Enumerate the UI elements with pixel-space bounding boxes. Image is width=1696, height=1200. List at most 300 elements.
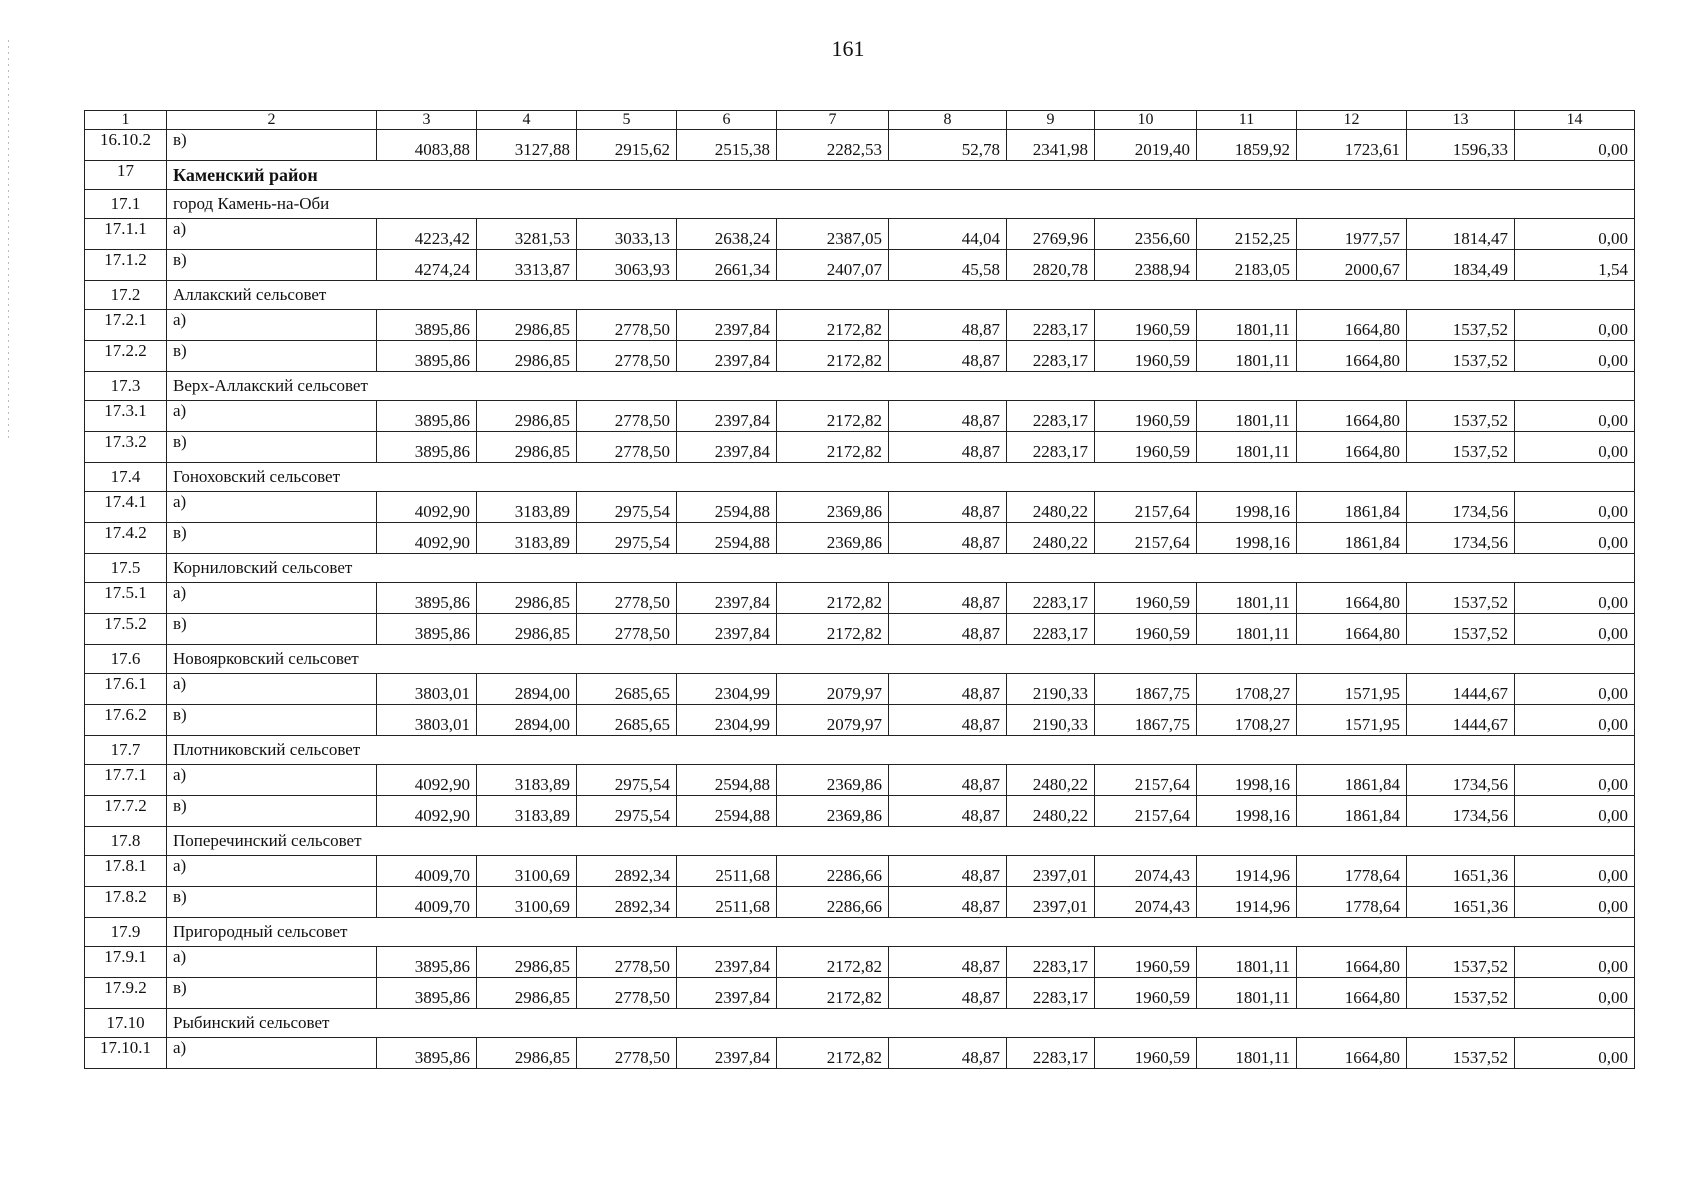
value-cell: 2283,17: [1007, 401, 1095, 432]
row-code: 17.5.2: [85, 614, 167, 645]
value-cell: 1834,49: [1407, 250, 1515, 281]
row-label: в): [167, 887, 377, 918]
value-cell: 2661,34: [677, 250, 777, 281]
value-cell: 1960,59: [1095, 978, 1197, 1009]
value-cell: 3183,89: [477, 492, 577, 523]
value-cell: 2778,50: [577, 583, 677, 614]
value-cell: 2778,50: [577, 341, 677, 372]
value-cell: 4092,90: [377, 523, 477, 554]
settlement-heading-row: [85, 554, 1635, 583]
value-cell: 2397,01: [1007, 887, 1095, 918]
value-cell: 2356,60: [1095, 219, 1197, 250]
value-cell: 2397,01: [1007, 856, 1095, 887]
table-row: [85, 978, 1635, 1009]
value-cell: 1861,84: [1297, 765, 1407, 796]
table-row: [85, 401, 1635, 432]
value-cell: 2079,97: [777, 705, 889, 736]
value-cell: 3895,86: [377, 1038, 477, 1069]
table-row: [85, 130, 1635, 161]
settlement-title: Рыбинский сельсовет: [167, 1009, 1635, 1038]
value-cell: 1651,36: [1407, 856, 1515, 887]
value-cell: 2820,78: [1007, 250, 1095, 281]
value-cell: 45,58: [889, 250, 1007, 281]
value-cell: 1960,59: [1095, 310, 1197, 341]
row-label: а): [167, 856, 377, 887]
value-cell: 3281,53: [477, 219, 577, 250]
value-cell: 1778,64: [1297, 856, 1407, 887]
value-cell: 3313,87: [477, 250, 577, 281]
value-cell: 2986,85: [477, 310, 577, 341]
settlement-heading-row: [85, 827, 1635, 856]
value-cell: 1778,64: [1297, 887, 1407, 918]
value-cell: 2283,17: [1007, 978, 1095, 1009]
value-cell: 2685,65: [577, 674, 677, 705]
value-cell: 2480,22: [1007, 765, 1095, 796]
column-header: 13: [1407, 111, 1515, 130]
row-label: в): [167, 978, 377, 1009]
table-row: [85, 492, 1635, 523]
column-header: 12: [1297, 111, 1407, 130]
row-label: а): [167, 583, 377, 614]
table-row: [85, 583, 1635, 614]
table-row: [85, 219, 1635, 250]
value-cell: 48,87: [889, 887, 1007, 918]
column-header: 10: [1095, 111, 1197, 130]
value-cell: 1801,11: [1197, 583, 1297, 614]
value-cell: 1537,52: [1407, 614, 1515, 645]
column-header: 3: [377, 111, 477, 130]
table-row: [85, 250, 1635, 281]
value-cell: 0,00: [1515, 219, 1635, 250]
value-cell: 0,00: [1515, 583, 1635, 614]
value-cell: 1801,11: [1197, 614, 1297, 645]
value-cell: 3063,93: [577, 250, 677, 281]
value-cell: 3895,86: [377, 341, 477, 372]
value-cell: 2283,17: [1007, 614, 1095, 645]
value-cell: 2769,96: [1007, 219, 1095, 250]
value-cell: 2397,84: [677, 432, 777, 463]
value-cell: 2778,50: [577, 401, 677, 432]
value-cell: 3803,01: [377, 705, 477, 736]
row-label: а): [167, 947, 377, 978]
value-cell: 1861,84: [1297, 796, 1407, 827]
value-cell: 1801,11: [1197, 310, 1297, 341]
value-cell: 2387,05: [777, 219, 889, 250]
settlement-heading-row: [85, 190, 1635, 219]
value-cell: 2397,84: [677, 614, 777, 645]
value-cell: 1664,80: [1297, 341, 1407, 372]
value-cell: 3033,13: [577, 219, 677, 250]
value-cell: 1960,59: [1095, 1038, 1197, 1069]
page-number: 161: [831, 36, 865, 61]
value-cell: 2986,85: [477, 583, 577, 614]
value-cell: 4009,70: [377, 887, 477, 918]
value-cell: 2369,86: [777, 765, 889, 796]
row-code: 17.4.1: [85, 492, 167, 523]
table-row: [85, 341, 1635, 372]
value-cell: 1571,95: [1297, 705, 1407, 736]
value-cell: 2511,68: [677, 887, 777, 918]
row-label: а): [167, 219, 377, 250]
settlement-title: Аллакский сельсовет: [167, 281, 1635, 310]
value-cell: 3183,89: [477, 796, 577, 827]
value-cell: 2594,88: [677, 796, 777, 827]
value-cell: 1960,59: [1095, 614, 1197, 645]
value-cell: 2480,22: [1007, 523, 1095, 554]
value-cell: 2397,84: [677, 1038, 777, 1069]
value-cell: 48,87: [889, 947, 1007, 978]
value-cell: 2283,17: [1007, 432, 1095, 463]
column-header: 7: [777, 111, 889, 130]
value-cell: 3127,88: [477, 130, 577, 161]
section-code: 17.3: [85, 372, 167, 401]
value-cell: 2397,84: [677, 341, 777, 372]
row-label: а): [167, 492, 377, 523]
value-cell: 2304,99: [677, 674, 777, 705]
value-cell: 2397,84: [677, 583, 777, 614]
value-cell: 2172,82: [777, 401, 889, 432]
row-label: а): [167, 1038, 377, 1069]
tariff-table: [84, 110, 1635, 1069]
section-code: 17.9: [85, 918, 167, 947]
table-row: [85, 887, 1635, 918]
row-code: 17.6.2: [85, 705, 167, 736]
settlement-heading-row: [85, 736, 1635, 765]
value-cell: 1,54: [1515, 250, 1635, 281]
value-cell: 2778,50: [577, 432, 677, 463]
row-code: 17.10.1: [85, 1038, 167, 1069]
value-cell: 1998,16: [1197, 523, 1297, 554]
row-code: 17.3.2: [85, 432, 167, 463]
value-cell: 48,87: [889, 765, 1007, 796]
table-row: [85, 614, 1635, 645]
value-cell: 1867,75: [1095, 705, 1197, 736]
value-cell: 1664,80: [1297, 978, 1407, 1009]
value-cell: 1801,11: [1197, 947, 1297, 978]
settlement-heading-row: [85, 463, 1635, 492]
value-cell: 4083,88: [377, 130, 477, 161]
value-cell: 0,00: [1515, 947, 1635, 978]
column-header: 6: [677, 111, 777, 130]
value-cell: 2594,88: [677, 492, 777, 523]
value-cell: 48,87: [889, 856, 1007, 887]
settlement-heading-row: [85, 1009, 1635, 1038]
value-cell: 0,00: [1515, 401, 1635, 432]
value-cell: 2172,82: [777, 310, 889, 341]
value-cell: 48,87: [889, 492, 1007, 523]
settlement-heading-row: [85, 918, 1635, 947]
district-title: Каменский район: [167, 161, 1635, 190]
value-cell: 1444,67: [1407, 705, 1515, 736]
row-code: 17.5.1: [85, 583, 167, 614]
value-cell: 1664,80: [1297, 583, 1407, 614]
row-label: а): [167, 401, 377, 432]
value-cell: 1859,92: [1197, 130, 1297, 161]
value-cell: 1814,47: [1407, 219, 1515, 250]
column-header: 9: [1007, 111, 1095, 130]
row-code: 17.9.2: [85, 978, 167, 1009]
value-cell: 1960,59: [1095, 583, 1197, 614]
value-cell: 48,87: [889, 614, 1007, 645]
value-cell: 2283,17: [1007, 947, 1095, 978]
value-cell: 0,00: [1515, 614, 1635, 645]
value-cell: 3895,86: [377, 310, 477, 341]
value-cell: 2286,66: [777, 887, 889, 918]
value-cell: 2986,85: [477, 432, 577, 463]
value-cell: 4274,24: [377, 250, 477, 281]
value-cell: 2190,33: [1007, 705, 1095, 736]
value-cell: 2172,82: [777, 432, 889, 463]
value-cell: 2892,34: [577, 856, 677, 887]
value-cell: 2986,85: [477, 978, 577, 1009]
value-cell: 0,00: [1515, 1038, 1635, 1069]
column-header: 2: [167, 111, 377, 130]
table-row: [85, 947, 1635, 978]
row-code: 16.10.2: [85, 130, 167, 161]
value-cell: 48,87: [889, 705, 1007, 736]
value-cell: 0,00: [1515, 887, 1635, 918]
value-cell: 1960,59: [1095, 432, 1197, 463]
value-cell: 3803,01: [377, 674, 477, 705]
table-row: [85, 765, 1635, 796]
value-cell: 2407,07: [777, 250, 889, 281]
value-cell: 1651,36: [1407, 887, 1515, 918]
value-cell: 44,04: [889, 219, 1007, 250]
value-cell: 4092,90: [377, 765, 477, 796]
settlement-title: Корниловский сельсовет: [167, 554, 1635, 583]
district-heading-row: [85, 161, 1635, 190]
value-cell: 2282,53: [777, 130, 889, 161]
value-cell: 1537,52: [1407, 432, 1515, 463]
value-cell: 1960,59: [1095, 401, 1197, 432]
row-label: в): [167, 130, 377, 161]
row-label: в): [167, 341, 377, 372]
section-code: 17.2: [85, 281, 167, 310]
value-cell: 0,00: [1515, 432, 1635, 463]
row-label: в): [167, 705, 377, 736]
value-cell: 48,87: [889, 796, 1007, 827]
value-cell: 1861,84: [1297, 523, 1407, 554]
section-code: 17.1: [85, 190, 167, 219]
value-cell: 2304,99: [677, 705, 777, 736]
section-code: 17.7: [85, 736, 167, 765]
row-code: 17.1.1: [85, 219, 167, 250]
settlement-title: город Камень-на-Оби: [167, 190, 1635, 219]
value-cell: 3100,69: [477, 887, 577, 918]
settlement-heading-row: [85, 281, 1635, 310]
value-cell: 2986,85: [477, 401, 577, 432]
column-header: 11: [1197, 111, 1297, 130]
value-cell: 3895,86: [377, 978, 477, 1009]
column-header: 8: [889, 111, 1007, 130]
settlement-title: Новоярковский сельсовет: [167, 645, 1635, 674]
value-cell: 2157,64: [1095, 796, 1197, 827]
value-cell: 3895,86: [377, 401, 477, 432]
value-cell: 1537,52: [1407, 401, 1515, 432]
value-cell: 2157,64: [1095, 765, 1197, 796]
value-cell: 48,87: [889, 523, 1007, 554]
column-header: 1: [85, 111, 167, 130]
section-code: 17.6: [85, 645, 167, 674]
row-code: 17.7.2: [85, 796, 167, 827]
value-cell: 1998,16: [1197, 492, 1297, 523]
value-cell: 2975,54: [577, 796, 677, 827]
value-cell: 2515,38: [677, 130, 777, 161]
value-cell: 2183,05: [1197, 250, 1297, 281]
table-row: [85, 856, 1635, 887]
value-cell: 2079,97: [777, 674, 889, 705]
value-cell: 2685,65: [577, 705, 677, 736]
table-row: [85, 432, 1635, 463]
value-cell: 2074,43: [1095, 856, 1197, 887]
value-cell: 0,00: [1515, 674, 1635, 705]
value-cell: 2397,84: [677, 978, 777, 1009]
value-cell: 2369,86: [777, 523, 889, 554]
value-cell: 1537,52: [1407, 1038, 1515, 1069]
value-cell: 0,00: [1515, 523, 1635, 554]
row-code: 17.6.1: [85, 674, 167, 705]
value-cell: 52,78: [889, 130, 1007, 161]
value-cell: 48,87: [889, 341, 1007, 372]
settlement-title: Плотниковский сельсовет: [167, 736, 1635, 765]
section-code: 17.4: [85, 463, 167, 492]
value-cell: 0,00: [1515, 130, 1635, 161]
value-cell: 3100,69: [477, 856, 577, 887]
value-cell: 2172,82: [777, 341, 889, 372]
value-cell: 0,00: [1515, 796, 1635, 827]
section-code: 17.8: [85, 827, 167, 856]
value-cell: 2594,88: [677, 765, 777, 796]
value-cell: 1914,96: [1197, 856, 1297, 887]
value-cell: 2286,66: [777, 856, 889, 887]
value-cell: 4092,90: [377, 492, 477, 523]
row-label: а): [167, 765, 377, 796]
value-cell: 1723,61: [1297, 130, 1407, 161]
value-cell: 1998,16: [1197, 796, 1297, 827]
value-cell: 1960,59: [1095, 947, 1197, 978]
value-cell: 1664,80: [1297, 1038, 1407, 1069]
value-cell: 1867,75: [1095, 674, 1197, 705]
value-cell: 1537,52: [1407, 583, 1515, 614]
value-cell: 2019,40: [1095, 130, 1197, 161]
value-cell: 1914,96: [1197, 887, 1297, 918]
row-label: а): [167, 674, 377, 705]
value-cell: 0,00: [1515, 856, 1635, 887]
table-row: [85, 796, 1635, 827]
value-cell: 2511,68: [677, 856, 777, 887]
value-cell: 1801,11: [1197, 401, 1297, 432]
value-cell: 3895,86: [377, 614, 477, 645]
value-cell: 1664,80: [1297, 401, 1407, 432]
value-cell: 2074,43: [1095, 887, 1197, 918]
row-label: в): [167, 614, 377, 645]
value-cell: 2157,64: [1095, 492, 1197, 523]
value-cell: 2915,62: [577, 130, 677, 161]
value-cell: 2638,24: [677, 219, 777, 250]
value-cell: 1861,84: [1297, 492, 1407, 523]
value-cell: 1960,59: [1095, 341, 1197, 372]
value-cell: 2894,00: [477, 674, 577, 705]
value-cell: 0,00: [1515, 341, 1635, 372]
row-label: в): [167, 250, 377, 281]
value-cell: 2172,82: [777, 614, 889, 645]
value-cell: 48,87: [889, 674, 1007, 705]
value-cell: 2975,54: [577, 523, 677, 554]
value-cell: 4223,42: [377, 219, 477, 250]
settlement-title: Поперечинский сельсовет: [167, 827, 1635, 856]
value-cell: 2778,50: [577, 947, 677, 978]
row-label: в): [167, 796, 377, 827]
row-code: 17.8.2: [85, 887, 167, 918]
value-cell: 1537,52: [1407, 310, 1515, 341]
value-cell: 0,00: [1515, 492, 1635, 523]
value-cell: 1734,56: [1407, 523, 1515, 554]
value-cell: 2283,17: [1007, 583, 1095, 614]
value-cell: 1801,11: [1197, 432, 1297, 463]
value-cell: 1801,11: [1197, 341, 1297, 372]
row-code: 17.4.2: [85, 523, 167, 554]
value-cell: 2369,86: [777, 492, 889, 523]
value-cell: 1537,52: [1407, 947, 1515, 978]
value-cell: 1734,56: [1407, 765, 1515, 796]
value-cell: 48,87: [889, 978, 1007, 1009]
value-cell: 2975,54: [577, 765, 677, 796]
value-cell: 48,87: [889, 1038, 1007, 1069]
value-cell: 1664,80: [1297, 432, 1407, 463]
value-cell: 1708,27: [1197, 705, 1297, 736]
value-cell: 2283,17: [1007, 1038, 1095, 1069]
value-cell: 1537,52: [1407, 978, 1515, 1009]
value-cell: 1537,52: [1407, 341, 1515, 372]
value-cell: 2190,33: [1007, 674, 1095, 705]
section-code: 17.10: [85, 1009, 167, 1038]
value-cell: 2388,94: [1095, 250, 1197, 281]
value-cell: 1664,80: [1297, 310, 1407, 341]
value-cell: 1734,56: [1407, 796, 1515, 827]
column-header: 4: [477, 111, 577, 130]
settlement-heading-row: [85, 645, 1635, 674]
value-cell: 2986,85: [477, 1038, 577, 1069]
value-cell: 1977,57: [1297, 219, 1407, 250]
row-code: 17.3.1: [85, 401, 167, 432]
value-cell: 2480,22: [1007, 796, 1095, 827]
table-row: [85, 310, 1635, 341]
table-row: [85, 523, 1635, 554]
value-cell: 2986,85: [477, 341, 577, 372]
value-cell: 2283,17: [1007, 341, 1095, 372]
value-cell: 3895,86: [377, 432, 477, 463]
value-cell: 2172,82: [777, 978, 889, 1009]
value-cell: 1801,11: [1197, 1038, 1297, 1069]
value-cell: 2397,84: [677, 401, 777, 432]
value-cell: 2397,84: [677, 947, 777, 978]
value-cell: 1801,11: [1197, 978, 1297, 1009]
value-cell: 1596,33: [1407, 130, 1515, 161]
row-label: в): [167, 523, 377, 554]
settlement-title: Верх-Аллакский сельсовет: [167, 372, 1635, 401]
row-code: 17.7.1: [85, 765, 167, 796]
value-cell: 1571,95: [1297, 674, 1407, 705]
value-cell: 2397,84: [677, 310, 777, 341]
row-code: 17.9.1: [85, 947, 167, 978]
value-cell: 2172,82: [777, 1038, 889, 1069]
value-cell: 2778,50: [577, 614, 677, 645]
value-cell: 2283,17: [1007, 310, 1095, 341]
value-cell: 48,87: [889, 583, 1007, 614]
value-cell: 2892,34: [577, 887, 677, 918]
settlement-heading-row: [85, 372, 1635, 401]
value-cell: 2369,86: [777, 796, 889, 827]
